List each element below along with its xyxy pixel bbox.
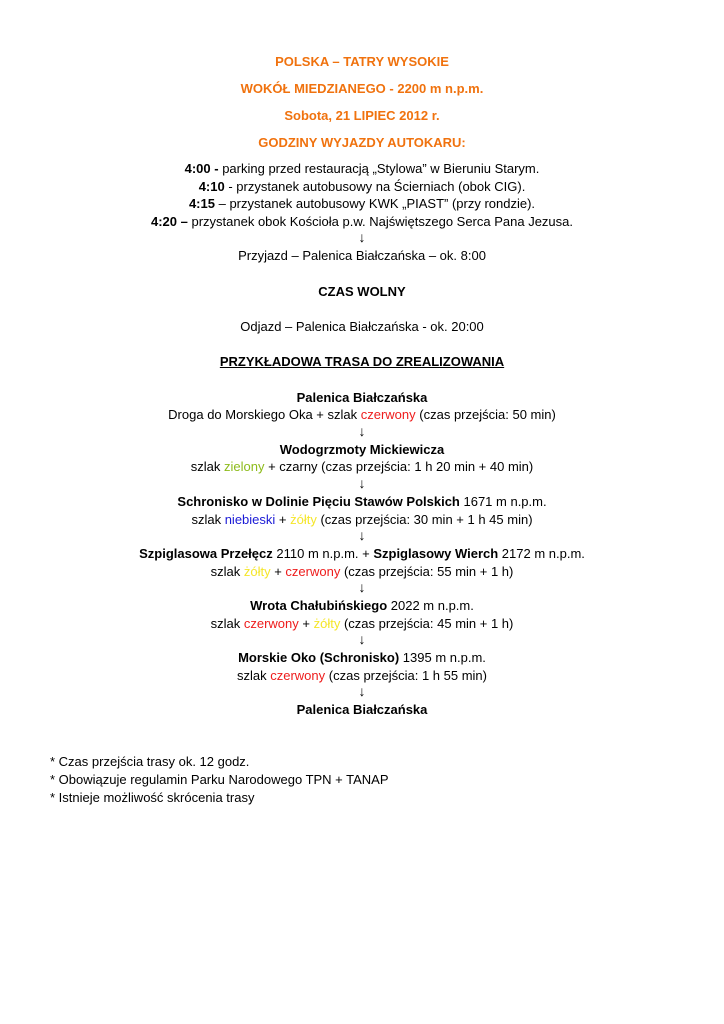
- route-trail-info: [0, 667, 724, 685]
- footnote: * Obowiązuje regulamin Parku Narodowego TPN + TANAP: [50, 772, 389, 787]
- trail-time: (czas przejścia: 45 min + 1 h): [340, 616, 514, 631]
- document-title: POLSKA – TATRY WYSOKIE: [275, 54, 449, 69]
- trail-text: szlak: [237, 668, 271, 683]
- route-trail-info: [0, 511, 724, 529]
- down-arrow-icon: ↓: [358, 527, 366, 543]
- route-trail-info: [0, 563, 724, 581]
- route-stop-name: Morskie Oko (Schronisko): [238, 650, 400, 665]
- route-stop-name: Palenica Białczańska: [296, 390, 428, 405]
- trail-time: (czas przejścia: 1 h 55 min): [325, 668, 487, 683]
- trail-text: szlak: [190, 459, 224, 474]
- route-stop: [0, 545, 724, 563]
- trail-color-red: czerwony: [270, 668, 326, 683]
- footnote: * Istnieje możliwość skrócenia trasy: [50, 790, 255, 805]
- trail-text: Droga do Morskiego Oka + szlak: [168, 407, 361, 422]
- trail-plus: +: [270, 564, 286, 579]
- departure-time: 4:15: [188, 196, 215, 211]
- route-heading: PRZYKŁADOWA TRASA DO ZREALIZOWANIA: [219, 354, 505, 369]
- trail-text: szlak: [210, 616, 244, 631]
- trip-date: Sobota, 21 LIPIEC 2012 r.: [284, 108, 440, 123]
- document-subtitle: WOKÓŁ MIEDZIANEGO - 2200 m n.p.m.: [240, 81, 484, 96]
- route-stop: [0, 597, 724, 615]
- route-trail-info: [0, 458, 724, 476]
- trail-text: szlak: [210, 564, 244, 579]
- departure-line: [0, 178, 724, 196]
- departure-time: 4:10: [198, 179, 225, 194]
- trail-color-red: czerwony: [243, 616, 299, 631]
- trail-color-green: zielony: [223, 459, 265, 474]
- schedule-heading: GODZINY WYJAZDY AUTOKARU:: [258, 135, 466, 150]
- departure-line: [0, 195, 724, 213]
- route-stop: [0, 649, 724, 667]
- trail-plus: +: [298, 616, 314, 631]
- free-time-heading: CZAS WOLNY: [318, 284, 406, 299]
- return-departure-info: Odjazd – Palenica Białczańska - ok. 20:00: [240, 319, 484, 334]
- route-stop-name: Szpiglasowy Wierch: [373, 546, 499, 561]
- departure-line: [0, 213, 724, 231]
- departure-time: 4:20 –: [150, 214, 188, 229]
- trail-color-red: czerwony: [360, 407, 416, 422]
- departure-text: – przystanek autobusowy KWK „PIAST” (przy rondzie).: [214, 196, 536, 211]
- stop-elevation: 2172 m n.p.m.: [498, 546, 585, 561]
- down-arrow-icon: ↓: [358, 423, 366, 439]
- departure-line: [0, 160, 724, 178]
- trail-time: (czas przejścia: 50 min): [415, 407, 556, 422]
- route-trail-info: [0, 615, 724, 633]
- trail-plus: +: [275, 512, 291, 527]
- trail-text: szlak: [191, 512, 225, 527]
- route-stop-name: Palenica Białczańska: [296, 702, 428, 717]
- arrival-info: Przyjazd – Palenica Białczańska – ok. 8:00: [238, 248, 486, 263]
- stop-elevation: 1395 m n.p.m.: [399, 650, 486, 665]
- down-arrow-icon: ↓: [358, 229, 366, 245]
- trail-time: (czas przejścia: 30 min + 1 h 45 min): [316, 512, 533, 527]
- trail-color-yellow: żółty: [313, 616, 341, 631]
- trail-time: + czarny (czas przejścia: 1 h 20 min + 40 min): [264, 459, 534, 474]
- departure-time: 4:00 -: [184, 161, 219, 176]
- departure-text: parking przed restauracją „Stylowa” w Bieruniu Starym.: [218, 161, 540, 176]
- route-stop-name: Schronisko w Dolinie Pięciu Stawów Polskich: [177, 494, 460, 509]
- trail-time: (czas przejścia: 55 min + 1 h): [340, 564, 514, 579]
- departure-text: przystanek obok Kościoła p.w. Najświętszego Serca Pana Jezusa.: [187, 214, 574, 229]
- departure-text: - przystanek autobusowy na Ścierniach (obok CIG).: [224, 179, 526, 194]
- route-stop-name: Szpiglasowa Przełęcz: [139, 546, 273, 561]
- stop-elevation: 2110 m n.p.m. +: [272, 546, 374, 561]
- trail-color-blue: niebieski: [224, 512, 276, 527]
- stop-elevation: 2022 m n.p.m.: [387, 598, 474, 613]
- down-arrow-icon: ↓: [358, 683, 366, 699]
- trail-color-red: czerwony: [285, 564, 341, 579]
- down-arrow-icon: ↓: [358, 579, 366, 595]
- trail-color-yellow: żółty: [243, 564, 271, 579]
- route-stop-name: Wodogrzmoty Mickiewicza: [279, 442, 445, 457]
- route-stop: [0, 493, 724, 511]
- footnote: * Czas przejścia trasy ok. 12 godz.: [50, 754, 250, 769]
- down-arrow-icon: ↓: [358, 475, 366, 491]
- trail-color-yellow: żółty: [290, 512, 317, 527]
- route-trail-info: [0, 406, 724, 424]
- route-stop-name: Wrota Chałubińskiego: [250, 598, 388, 613]
- down-arrow-icon: ↓: [358, 631, 366, 647]
- stop-elevation: 1671 m n.p.m.: [459, 494, 547, 509]
